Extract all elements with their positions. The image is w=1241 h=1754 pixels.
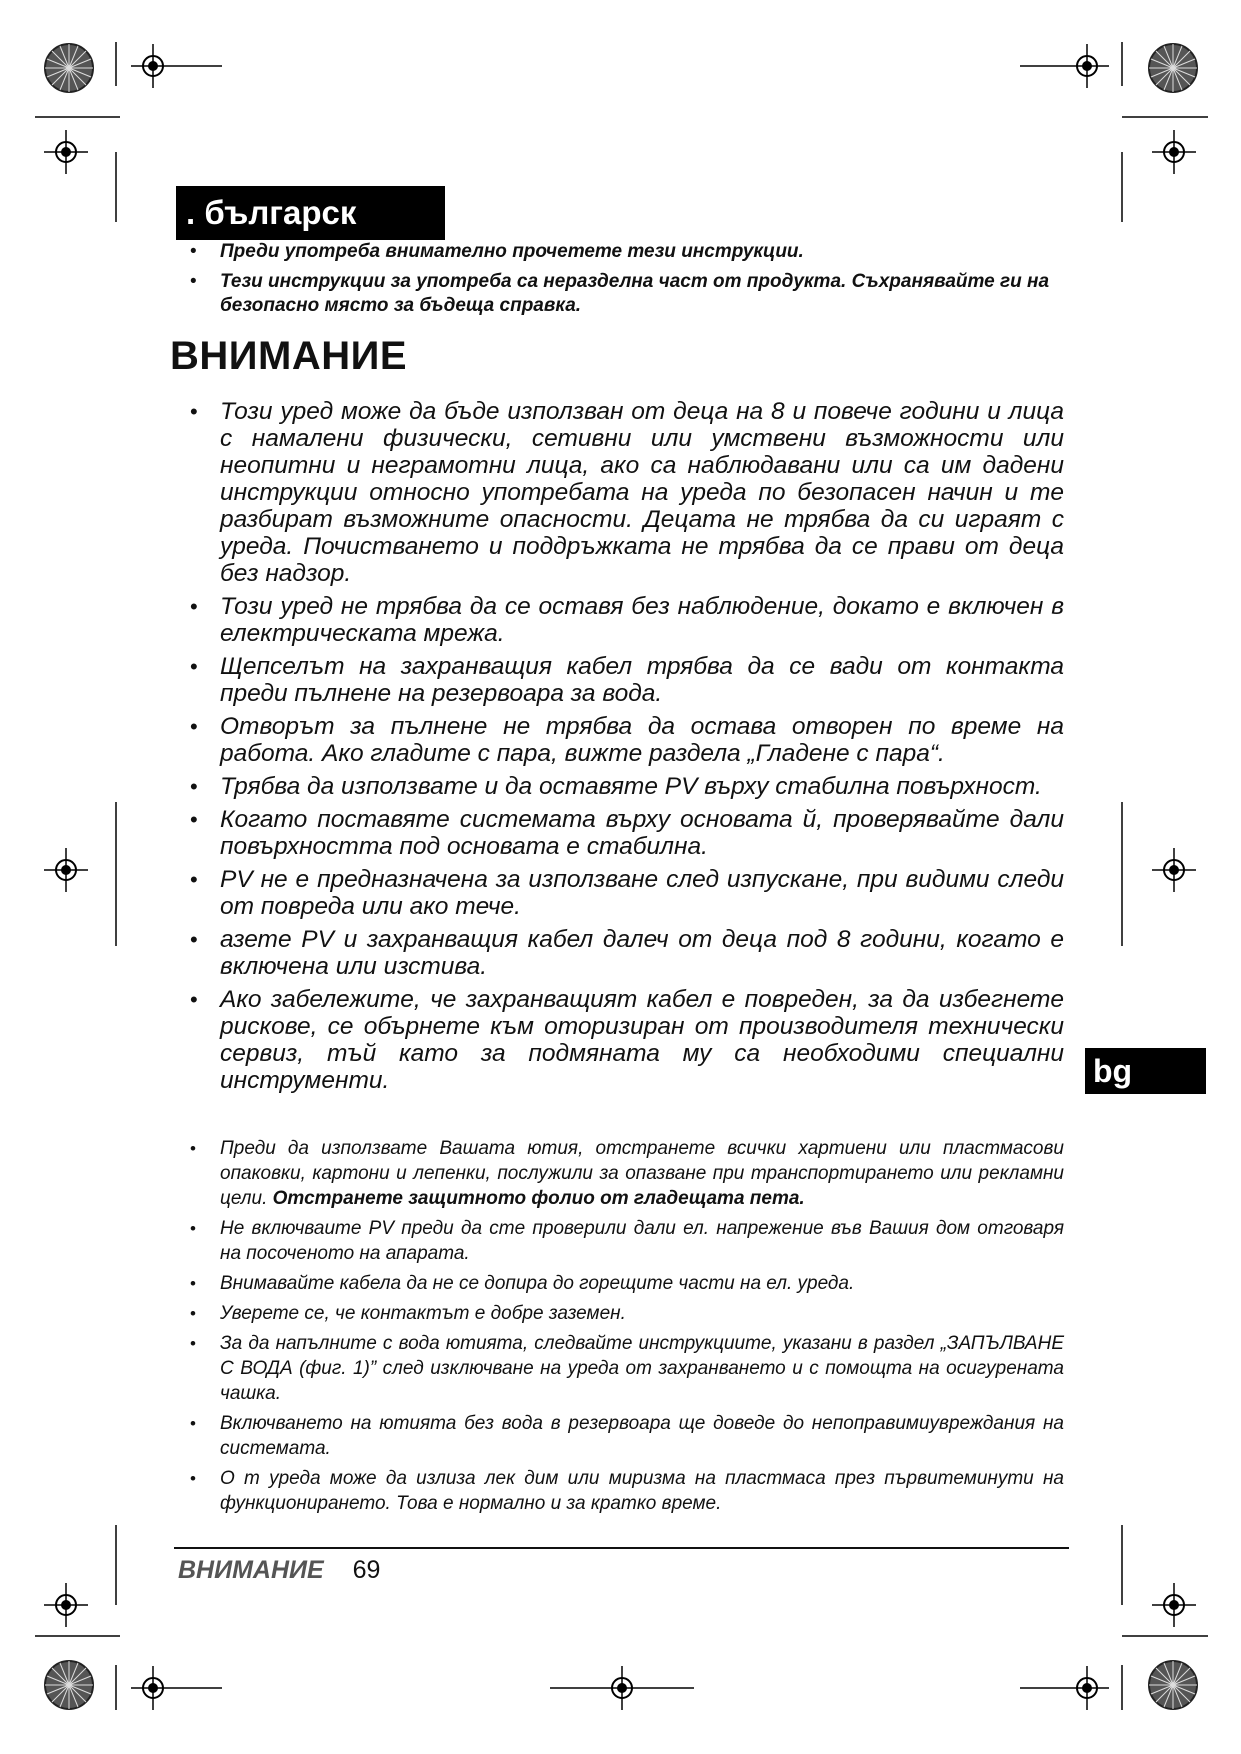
instruction-text: Не включваите PV преди да сте проверили дали ел. напрежение във Вашия дом отговаря на посоченото на апарата. bbox=[220, 1218, 1064, 1264]
instruction-text: За да напълните с вода ютията, следвайте инструкциите, указани в раздел „ЗАПЪЛВАНЕ С ВОДА (фиг. 1)” след изключване на уреда от захранването и с помощта на осигурената чашка. bbox=[220, 1333, 1064, 1404]
warning-list bbox=[190, 398, 1064, 1100]
crosshair-left-upper-icon bbox=[44, 130, 88, 174]
instruction-item bbox=[190, 1466, 1064, 1516]
instruction-text: Внимавайте кабела да не се допира до горещите части на ел. уреда. bbox=[220, 1273, 855, 1294]
crosshair-bottom-left-icon bbox=[131, 1666, 175, 1710]
crosshair-top-left-icon bbox=[131, 44, 175, 88]
intro-item: • Преди употреба внимателно прочетете тези инструкции. bbox=[190, 240, 1070, 264]
warning-item: • азете PV и захранващия кабел далеч от деца под 8 години, когато е включена или изстива. bbox=[190, 926, 1064, 980]
crosshair-left-lower-icon bbox=[44, 1583, 88, 1627]
instruction-text: Преди да използвате Вашата ютия, отстранете всички хартиени или пластмасови опаковки, картони и лепенки, послужили за опазване при транспортирането или рекламни цели. bbox=[220, 1138, 1064, 1209]
warning-item: • Отворът за пълнене не трябва да остава отворен по време на работа. Ако гладите с пара, вижте раздела „Гладене с пара“. bbox=[190, 713, 1064, 767]
starburst-bottom-left-icon bbox=[45, 1661, 93, 1709]
language-side-tab: bg bbox=[1085, 1048, 1206, 1094]
instruction-list bbox=[190, 1136, 1064, 1521]
instruction-item bbox=[190, 1301, 1064, 1326]
footer-divider bbox=[174, 1547, 1069, 1549]
crosshair-right-lower-icon bbox=[1152, 1583, 1196, 1627]
warning-item: • Този уред може да бъде използван от деца на 8 и повече години и лица с намалени физически, сетивни или умствени възможности или неопитни и неграмотни лица, ако са наблюдавани или са им дадени инструкции относно употребата на уреда по безопасен начин и те разбират възможните опасности. Децата не трябва да си играят с уреда. Почистването и поддръжката не трябва да се прави от деца без надзор. bbox=[190, 398, 1064, 587]
footer-section-label: ВНИМАНИЕ bbox=[178, 1556, 324, 1584]
page-footer bbox=[178, 1556, 380, 1585]
instruction-text: О т уреда може да излиза лек дим или миризма на пластмаса през първитеминути на функционирането. Това е нормално и за кратко време. bbox=[220, 1468, 1064, 1514]
crosshair-top-right-icon bbox=[1065, 44, 1109, 88]
intro-item: • Тези инструкции за употреба са неразделна част от продукта. Съхранявайте ги на безопасно място за бъдеща справка. bbox=[190, 270, 1070, 318]
instruction-item bbox=[190, 1271, 1064, 1296]
instruction-item bbox=[190, 1411, 1064, 1461]
crosshair-right-middle-icon bbox=[1152, 848, 1196, 892]
crosshair-bottom-right-icon bbox=[1065, 1666, 1109, 1710]
instruction-item bbox=[190, 1136, 1064, 1211]
page-number: 69 bbox=[352, 1556, 381, 1584]
instruction-text: Включването на ютията без вода в резервоара ще доведе до непоправимиувреждания на системата. bbox=[220, 1413, 1064, 1459]
warning-item: • Този уред не трябва да се оставя без наблюдение, докато е включен в електрическата мрежа. bbox=[190, 593, 1064, 647]
starburst-top-right-icon bbox=[1149, 44, 1197, 92]
warning-item: • Ако забележите, че захранващият кабел е повреден, за да избегнете рискове, се обърнете към оторизиран от производителя технически сервиз, тъй като за подмяната му са необходими специални инструменти. bbox=[190, 986, 1064, 1094]
intro-list bbox=[190, 240, 1070, 324]
page-title: ВНИМАНИЕ bbox=[170, 334, 408, 378]
instruction-item bbox=[190, 1216, 1064, 1266]
crosshair-left-middle-icon bbox=[44, 848, 88, 892]
crosshair-right-upper-icon bbox=[1152, 130, 1196, 174]
instruction-bold-text: Отстранете защитното фолио от гладещата пета. bbox=[272, 1188, 805, 1209]
warning-item: • Когато поставяте системата върху основата й, проверявайте дали повърхността под основата е стабилна. bbox=[190, 806, 1064, 860]
instruction-item bbox=[190, 1331, 1064, 1406]
warning-item: • Щепселът на захранващия кабел трябва да се вади от контакта преди пълнене на резервоара за вода. bbox=[190, 653, 1064, 707]
starburst-bottom-right-icon bbox=[1149, 1661, 1197, 1709]
warning-item: • PV не е предназначена за използване след изпускане, при видими следи от повреда или ако тече. bbox=[190, 866, 1064, 920]
instruction-text: Уверете се, че контактът е добре заземен. bbox=[220, 1303, 626, 1324]
starburst-top-left-icon bbox=[45, 44, 93, 92]
language-header: . българск bbox=[176, 186, 445, 240]
warning-item: • Трябва да използвате и да оставяте PV върху стабилна повърхност. bbox=[190, 773, 1064, 800]
crosshair-bottom-center-icon bbox=[600, 1666, 644, 1710]
